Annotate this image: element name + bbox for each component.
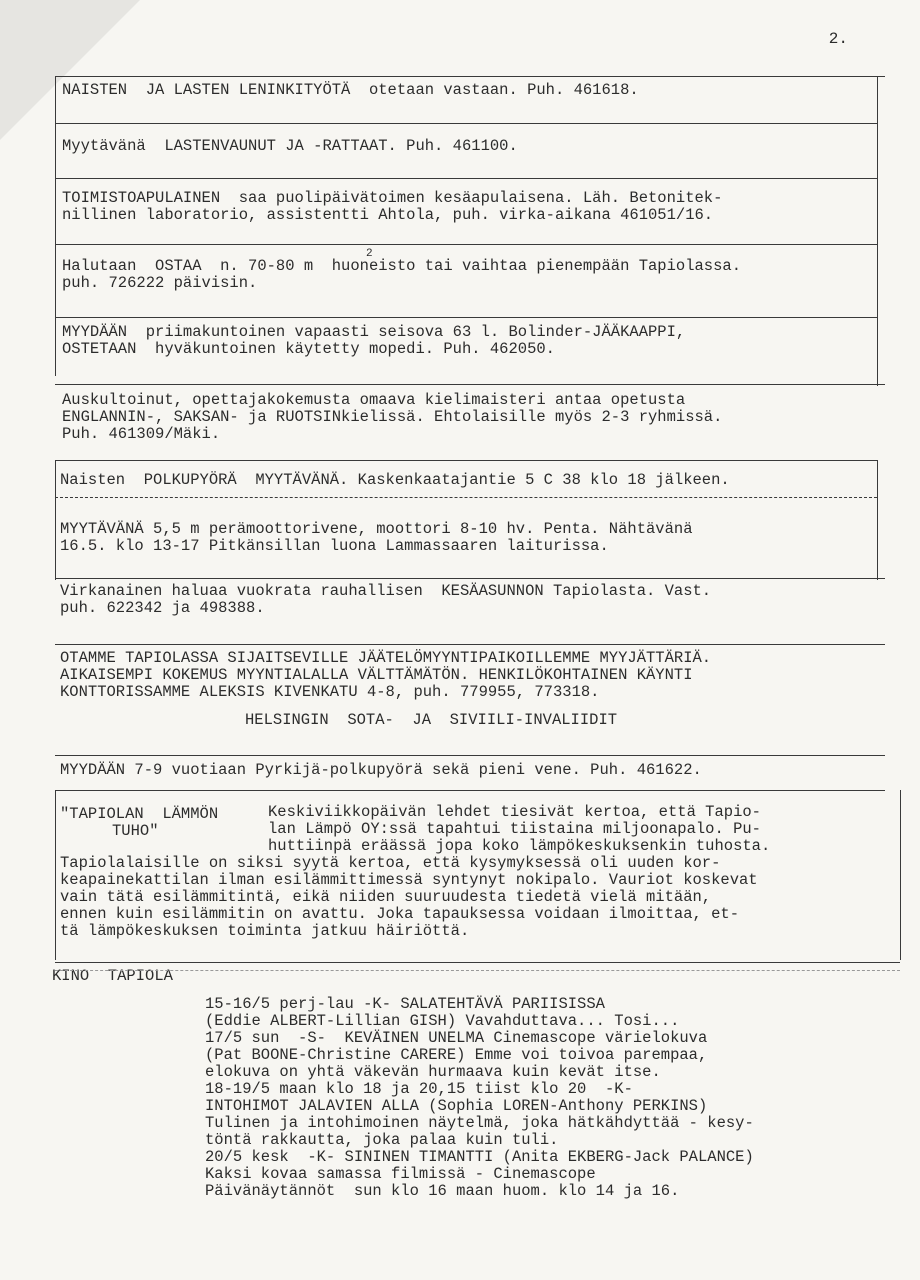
divider: [55, 790, 885, 791]
folded-corner: [0, 0, 140, 140]
ad-kielimaisteri: Auskultoinut, opettajakokemusta omaava kielimaisteri antaa opetusta ENGLANNIN-, SAKSAN- ja RUOTSINkielissä. Ehtolaisille myös 2-3 ryhmissä. Puh. 461309/Mäki.: [62, 391, 723, 443]
divider: [55, 384, 885, 385]
divider: [55, 644, 885, 645]
ad-lastenvaunut: Myytävänä LASTENVAUNUT JA -RATTAAT. Puh. 461100.: [62, 137, 518, 155]
left-border: [55, 76, 56, 376]
divider: [55, 244, 877, 245]
kino-heading: KINO TAPIOLA: [52, 967, 173, 985]
ad-toimistoapulainen: TOIMISTOAPULAINEN saa puolipäivätoimen kesäapulaisena. Läh. Betonitek- nillinen laboratorio, assistentti Ahtola, puh. virka-aikana 461051/16.: [62, 189, 723, 224]
lampo-intro: Keskiviikkopäivän lehdet tiesivät kertoa, että Tapio- lan Lämpö OY:ssä tapahtui tiistaina miljoonapalo. Pu- huttiinpä eräässä jopa koko lämpökeskuksenkin tuhosta.: [268, 803, 771, 855]
divider: [55, 962, 900, 963]
lampo-heading: "TAPIOLAN LÄMMÖN TUHO": [60, 805, 219, 840]
right-border: [877, 460, 878, 580]
divider: [55, 578, 885, 579]
ad-halutaan-ostaa: Halutaan OSTAA n. 70-80 m huoneisto tai vaihtaa pienempään Tapiolassa. puh. 726222 päivisin.: [62, 257, 742, 292]
top-rule: [55, 76, 885, 77]
divider: [55, 497, 877, 498]
page-number: 2.: [828, 30, 848, 48]
ad-myydaan-jaakaappi: MYYDÄÄN priimakuntoinen vapaasti seisova 63 l. Bolinder-JÄÄKAAPPI, OSTETAAN hyväkuntoinen käytetty mopedi. Puh. 462050.: [62, 323, 686, 358]
right-border: [900, 790, 901, 960]
ad-pyorajavene: MYYDÄÄN 7-9 vuotiaan Pyrkijä-polkupyörä sekä pieni vene. Puh. 461622.: [60, 761, 702, 779]
ad-kesaasunto: Virkanainen haluaa vuokrata rauhallisen KESÄASUNNON Tapiolasta. Vast. puh. 622342 ja 498388.: [60, 582, 712, 617]
ad-signature: HELSINGIN SOTA- JA SIVIILI-INVALIIDIT: [245, 711, 618, 729]
ad-jaatelomyyjat: OTAMME TAPIOLASSA SIJAITSEVILLE JÄÄTELÖMYYNTIPAIKOILLEMME MYYJÄTTÄRIÄ. AIKAISEMPI KOKEMUS MYYNTIALALLA VÄLTTÄMÄTÖN. HENKILÖKOHTAINEN KÄYNTI KONTTORISSAMME ALEKSIS KIVENKATU 4-8, puh. 779955, 773318.: [60, 649, 712, 701]
kino-program: 15-16/5 perj-lau -K- SALATEHTÄVÄ PARIISISSA (Eddie ALBERT-Lillian GISH) Vavahduttava... Tosi... 17/5 sun -S- KEVÄINEN UNELMA Cinemascope värielokuva (Pat BOONE-Christine CARERE) Emme voi toivoa parempaa, elokuva on yhtä väkevän hurmaava kuin kevät itse. 18-19/5 maan klo 18 ja 20,15 tiist klo 20 -K- INTOHIMOT JALAVIEN ALLA (Sophia LOREN-Anthony PERKINS) Tulinen ja intohimoinen näytelmä, joka hätkähdyttää - kesy- töntä rakkautta, joka palaa kuin tuli. 20/5 kesk -K- SININEN TIMANTTI (Anita EKBERG-Jack PALANCE) Kaksi kovaa samassa filmissä - Cinemascope Päivänäytännöt sun klo 16 maan huom. klo 14 ja 16.: [205, 995, 754, 1200]
right-border: [877, 76, 878, 386]
ad-polkupyora: Naisten POLKUPYÖRÄ MYYTÄVÄNÄ. Kaskenkaatajantie 5 C 38 klo 18 jälkeen.: [60, 471, 730, 489]
ad-leninkityo: NAISTEN JA LASTEN LENINKITYÖTÄ otetaan vastaan. Puh. 461618.: [62, 81, 639, 99]
divider: [55, 755, 885, 756]
divider: [55, 970, 900, 971]
left-border: [55, 460, 56, 580]
divider: [55, 460, 877, 461]
divider: [55, 317, 877, 318]
left-border: [55, 790, 56, 960]
superscript-2: 2: [366, 248, 373, 260]
divider: [55, 123, 877, 124]
ad-peramoottorivene: MYYTÄVÄNÄ 5,5 m perämoottorivene, moottori 8-10 hv. Penta. Nähtävänä 16.5. klo 13-17 Pitkänsillan luona Lammassaaren laiturissa.: [60, 520, 693, 555]
lampo-body: Tapiolalaisille on siksi syytä kertoa, että kysymyksessä oli uuden kor- keapainekattilan ilman esilämmittimessä syntynyt nokipalo. Vauriot koskevat vain tätä esilämmitintä, eikä niiden suuruudesta tiedetä vielä mitään, ennen kuin esilämmitin on avattu. Joka tapauksessa voidaan ilmoittaa, et- tä lämpökeskuksen toiminta jatkuu häiriöttä.: [60, 854, 758, 940]
divider: [55, 178, 877, 179]
